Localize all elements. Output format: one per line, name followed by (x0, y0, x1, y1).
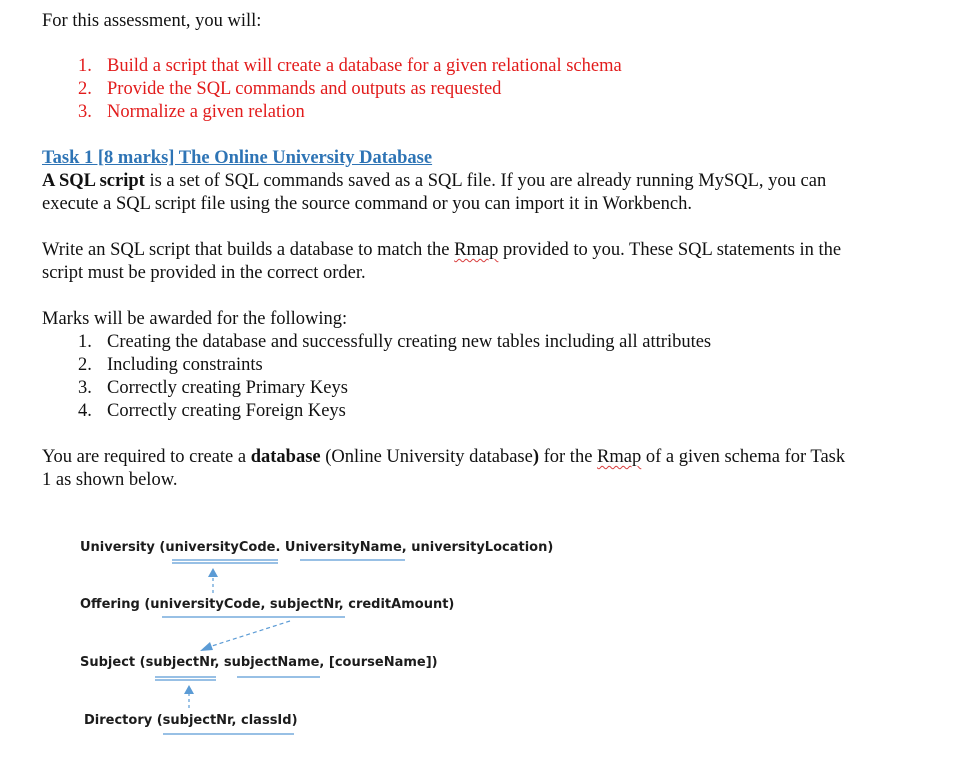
required-paragraph-line2: 1 as shown below. (42, 470, 178, 490)
objective-number: 2. (78, 79, 92, 99)
closing-paren: ) (532, 447, 539, 467)
schema-offering: Offering (universityCode, subjectNr, creditAmount) (80, 597, 455, 612)
schema-directory: Directory (subjectNr, classId) (84, 713, 298, 728)
objective-number: 1. (78, 56, 92, 76)
marks-number: 1. (78, 332, 92, 352)
subject-pk-underline (155, 677, 216, 680)
marks-number: 2. (78, 355, 92, 375)
required-text: of a given schema for Task (641, 447, 846, 467)
database-term: database (250, 447, 321, 467)
university-pk-underline (172, 560, 278, 563)
sql-script-definition: is a set of SQL commands saved as a SQL file. If you are already running MySQL, you can (144, 171, 827, 191)
objective-number: 3. (78, 102, 92, 122)
marks-item: Including constraints (107, 355, 263, 375)
task1-heading: Task 1 [8 marks] The Online University Database (42, 148, 433, 168)
write-script-paragraph-line2: script must be provided in the correct order. (42, 263, 366, 283)
marks-intro: Marks will be awarded for the following: (42, 309, 348, 329)
sql-script-term: A SQL script (42, 171, 145, 191)
fk-arrow-offering-subject (200, 621, 290, 651)
fk-arrow-offering-university (208, 568, 218, 593)
objective-item: Provide the SQL commands and outputs as requested (107, 79, 502, 99)
required-text: (Online University database (320, 447, 533, 467)
schema-university: University (universityCode. UniversityName, universityLocation) (80, 540, 554, 555)
required-text: You are required to create a (42, 447, 251, 467)
fk-arrow-directory-subject (184, 685, 194, 708)
marks-item: Creating the database and successfully creating new tables including all attributes (107, 332, 712, 352)
marks-number: 4. (78, 401, 92, 421)
marks-item: Correctly creating Foreign Keys (107, 401, 346, 421)
required-text: for the (538, 447, 598, 467)
intro-text: For this assessment, you will: (42, 11, 262, 31)
rmap-term: Rmap (597, 447, 642, 467)
write-script-text: Write an SQL script that builds a database to match the (42, 240, 455, 260)
write-script-text: provided to you. These SQL statements in the (498, 240, 842, 260)
marks-number: 3. (78, 378, 92, 398)
objective-item: Normalize a given relation (107, 102, 305, 122)
rmap-term: Rmap (454, 240, 499, 260)
objective-item: Build a script that will create a database for a given relational schema (107, 56, 622, 76)
schema-subject: Subject (subjectNr, subjectName, [courseName]) (80, 655, 438, 670)
marks-item: Correctly creating Primary Keys (107, 378, 348, 398)
sql-script-paragraph-line2: execute a SQL script file using the source command or you can import it in Workbench. (42, 194, 692, 214)
